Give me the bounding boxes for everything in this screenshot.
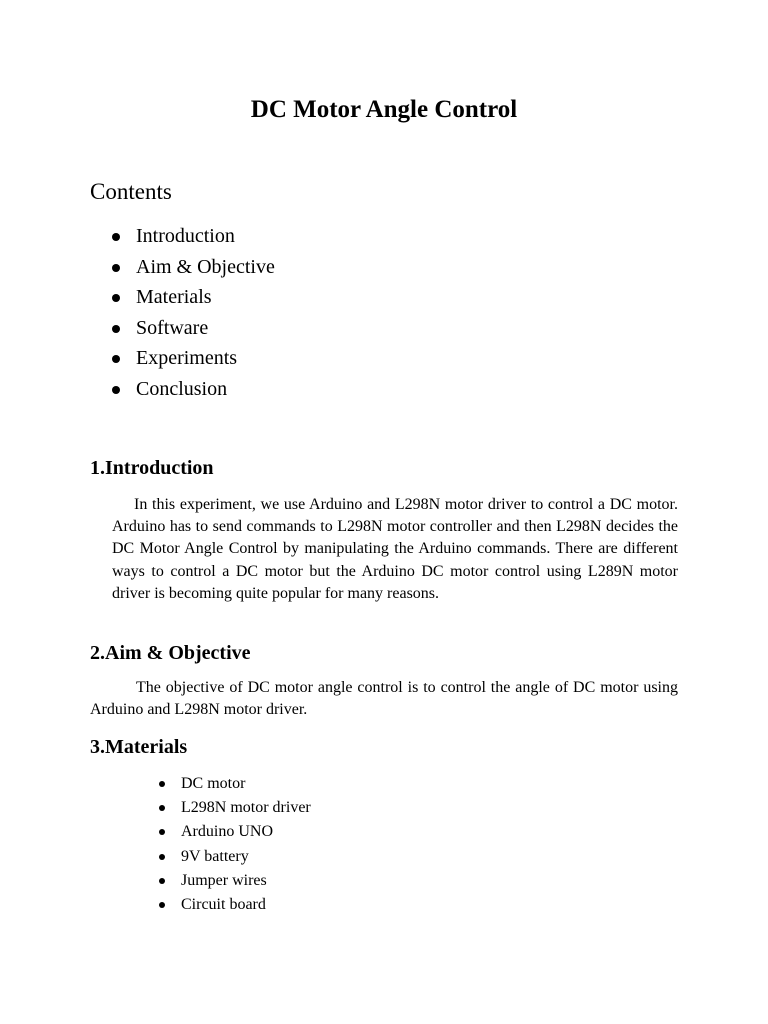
- contents-item-introduction: Introduction: [112, 221, 275, 252]
- contents-item-software: Software: [112, 313, 275, 344]
- materials-item-arduino-uno: Arduino UNO: [159, 820, 311, 844]
- introduction-paragraph: In this experiment, we use Arduino and L298N motor driver to control a DC motor. Arduino has to send commands to L298N motor controller and then L298N decides the DC Motor Angle Control by manipulating the Arduino commands. There are different ways to control a DC motor but the Arduino DC motor control using L289N motor driver is becoming quite popular for many reasons.: [112, 496, 678, 602]
- contents-item-aim-objective: Aim & Objective: [112, 252, 275, 283]
- aim-objective-heading: 2.Aim & Objective: [90, 642, 251, 664]
- contents-item-experiments: Experiments: [112, 343, 275, 374]
- materials-item-jumper-wires: Jumper wires: [159, 869, 311, 893]
- materials-list: [159, 772, 311, 917]
- materials-item-battery: 9V battery: [159, 845, 311, 869]
- materials-item-circuit-board: Circuit board: [159, 893, 311, 917]
- contents-list: [112, 221, 275, 405]
- contents-heading: Contents: [90, 179, 172, 204]
- materials-heading: 3.Materials: [90, 736, 188, 758]
- contents-item-materials: Materials: [112, 282, 275, 313]
- introduction-heading: 1.Introduction: [90, 457, 214, 479]
- document-title: DC Motor Angle Control: [250, 96, 518, 123]
- aim-objective-paragraph: The objective of DC motor angle control is to control the angle of DC motor using Arduino and L298N motor driver.: [90, 679, 678, 719]
- materials-item-dc-motor: DC motor: [159, 772, 311, 796]
- materials-item-motor-driver: L298N motor driver: [159, 796, 311, 820]
- contents-item-conclusion: Conclusion: [112, 374, 275, 405]
